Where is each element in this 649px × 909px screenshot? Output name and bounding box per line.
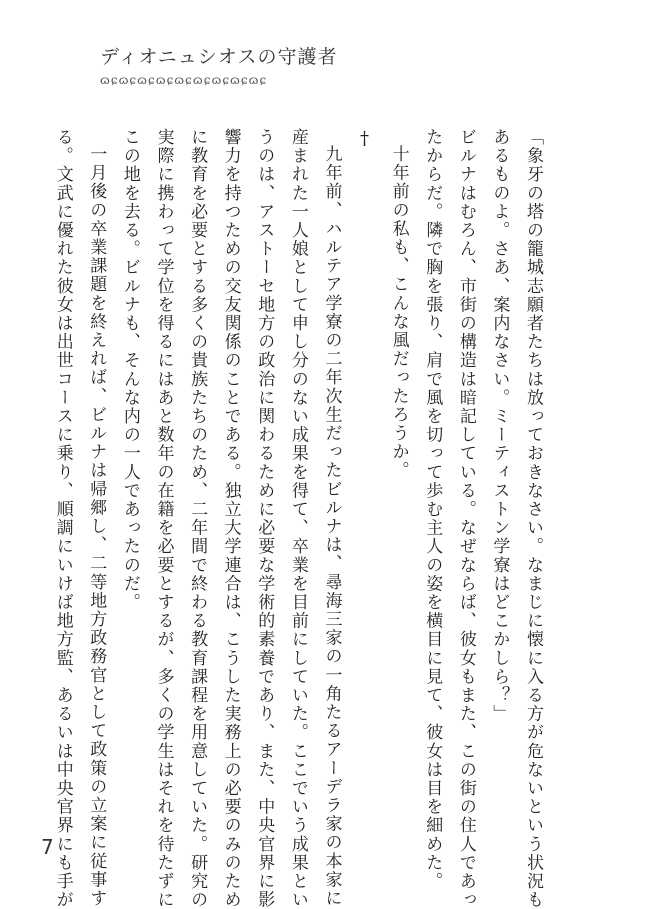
text-line: 実際に携わって学位を得るにはあと数年の在籍を必要とするが、多くの学生はそれを待たずに xyxy=(153,128,174,909)
text-line: 「象牙の塔の籠城志願者たちは放っておきなさい。なまじに懐に入る方が危ないという状況も xyxy=(523,128,543,909)
book-title: ディオニュシオスの守護者 xyxy=(100,46,338,68)
text-line: 一月後の卒業課題を終えれば、ビルナは帰郷し、二等地方政務官として政策の立案に従事す xyxy=(86,145,107,908)
text-line: 産まれた一人娘として申し分のない成果を得て、卒業を目前にしていた。ここでいう成果とい xyxy=(287,128,308,909)
text-line: たからだ。隣で胸を張り、肩で風を切って歩む主人の姿を横目に見て、彼女は目を細めた。 xyxy=(422,128,443,891)
text-line: この地を去る。ビルナも、そんな内の一人であったのだ。 xyxy=(119,128,140,612)
text-line: 十年前の私も、こんな風だったろうか。 xyxy=(388,145,409,480)
page-number: 7 xyxy=(41,835,54,859)
text-line: あるものよ。さあ、案内なさい。ミーティストン学寮はどこかしら？」 xyxy=(489,128,510,724)
text-line: ビルナはむろん、市街の構造は暗記している。なぜならば、彼女もまた、この街の住人であっ xyxy=(455,128,476,909)
ornament-border: ɷɕɷɕɷɕɷɕɷɕɷɕɷɕɷɕɷɕ xyxy=(100,73,268,87)
text-line: うのは、アストーセ地方の政治に関わるために必要な学術的素養であり、また、中央官界に影 xyxy=(254,128,275,909)
text-line: る。文武に優れた彼女は出世コースに乗り、順調にいけば地方監、あるいは中央官界にも手が xyxy=(52,128,73,909)
running-header xyxy=(100,42,360,87)
vertical-text-body xyxy=(45,128,549,909)
section-break-dagger: † xyxy=(354,128,376,151)
text-line: 響力を持つための交友関係のことである。独立大学連合は、こうした実務上の必要のみのため xyxy=(220,128,241,909)
text-line: に教育を必要とする多くの貴族たちのため、二年間で終わる教育課程を用意していた。研究の xyxy=(187,128,208,909)
text-line: 九年前、ハルテア学寮の二年次生だったビルナは、尋海三家の一角たるアーデラ家の本家に xyxy=(321,145,342,908)
